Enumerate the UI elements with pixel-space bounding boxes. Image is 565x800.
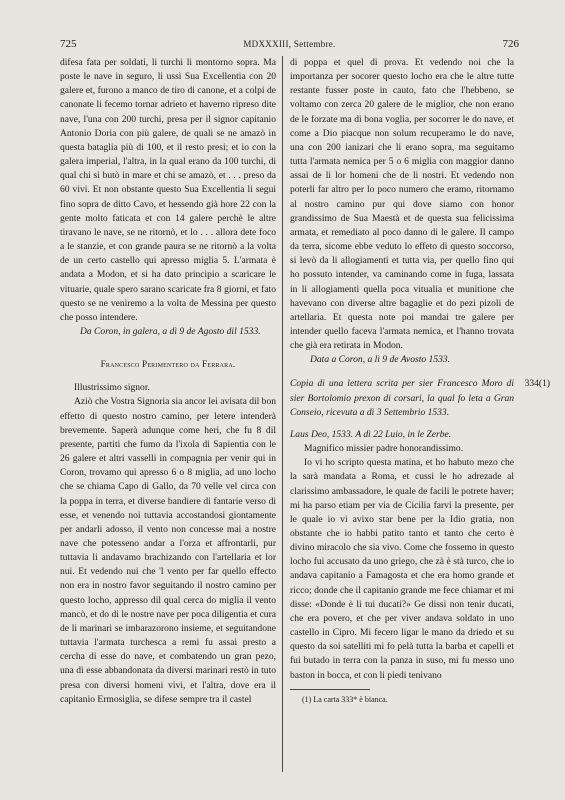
footnote-rule (290, 689, 370, 690)
right-column (290, 56, 550, 705)
running-title: MDXXXIII, Settembre. (243, 39, 336, 49)
page-number-left: 725 (60, 38, 77, 50)
margin-number: 334(1) (524, 379, 550, 390)
right-paragraph-1: di poppa et quel di prova. Et vedendo noi che la importanza per socorer questo locho era che le altre tutte restante fusser poste in cauto, fato che l'hebbeno, se voltamo con zerca 20 galere de le miglior, che non erano de le forzate ma di bona voglia, per socorrer le do nave, et come a Dio piacque non solum recuperamo le do nave, una con 200 ianizari che li erano sopra, ma seguitamo tutta l'armata nemica per 5 o 6 miglia con maggior danno assai de li lor homeni che de li nostri. Et vedendo non poterli far altro per lo poco numero che eramo, ritornamo al nostro camino pur qui dove siamo con honor grandissimo de Sua Maestà et de questa sua felicissima armata, et remediato al poco danno di le galere. Il campo da terra, sicome ebbe veduto lo effeto di questo soccorso, si levò da li allogiamenti et tutta via, per quello fino qui ho possuto intender, va caminando come in fuga, lassata in li allogiamenti quella poca vitualia et munitione che havevano con diverse altre bagaglie et do pezi pizoli de artellaria. Et questa note poi mandai tre galere per intender quello faceva l'armata nemica, et l'hanno trovata che già era retirata in Modon. (290, 57, 514, 352)
letter-heading-block (290, 377, 550, 419)
left-salutation: Illustrissimo signor. (74, 382, 150, 394)
page-header (60, 38, 519, 52)
section-title: Francesco Perimentero da Ferrara. (100, 359, 236, 370)
laus-deo-line: Laus Deo, 1533. A dì 22 Luio, in le Zerbe. (290, 428, 452, 440)
right-paragraph-2: Io vi ho scripto questa matina, et ho habuto mezo che la sarà mandata a Roma, et cussi le ho adrezade al clarissimo ambassadore, le quale de facili le potrete haver; mi ha parso etiam per via de Cicilia farvi la presente, per le quale io vi avixo star bene per la Idio gratia, non obstante che io habbi patito tanto et tanto che certo è divino miracolo che sia vivo. Come che fossemo in questo locho fui accusato da uno griego, che zà è stà turco, che io andava capitanio a Famagosta et che era homo grande et ricco; donde che il capitanio grande me fece chiamar et mi disse: «Donde è li tui ducati?» Ge dissi non tenir ducati, che era povero, et che per viver andava soldato in uno castello in Cipro. Mi fecero ligar le mano da driedo et su questo da soi satelliti mi fo pelà tutta la barba et capelli et fui butado in terra con la panza in suso, mi fu messo uno baston in bocca, et con li piedi tenivano (290, 457, 514, 681)
left-paragraph-1: difesa fata per soldati, li turchi li montorno sopra. Ma poste le nave in seguro, li ussì Sua Excellentia con 20 galere et, furono a manco de tiro di canone, et a colpi de canonate li fecemo tornar adrieto et haverno ripreso dite nave, l'una con 200 turchi, presa per il signor capitanio Antonio Doria con più galere, de quali se ne amazò in questa bataglia più di 100, et il resto presi; et io con la galera imperial, l'altra, in la qual erano da 100 turchi, di qual chi si butò in mare et chi se amazò, et . . . preso da 60 vivi. Et non obstante questo Sua Excellentia li segui fino sopra de ditto Cavo, et hessendo già hore 22 con la gente molto faticata et con 14 galere perchè le altre tiravano le nave, se ne ritornò, et lo . . . allora dete foco a le stanzie, et con grande paura se ne ritornò a la volta de un certo castello qui apresso miglia 5. L'armata è andata a Modon, et si ha dato principio a scaricare le vituarie, quale spero sarano scaricate fra 8 giorni, et fato questo se ne veniremo a la volta de Messina per questo che posso intendere. (60, 57, 276, 323)
footnote: (1) La carta 333* è bianca. (302, 694, 388, 704)
left-dateline: Da Coron, in galera, a dì 9 de Agosto dil 1533. (80, 325, 261, 337)
left-column (60, 56, 276, 707)
right-salutation: Magnifico missier padre honorandissimo. (304, 443, 464, 455)
page-number-right: 726 (502, 38, 519, 50)
left-paragraph-2: Aziò che Vostra Signoria sia ancor lei avisata dil bon effetto di questo nostro camino, per letere intenderà brevemente. Saperà adunque come heri, che fu 8 dil presente, partiti che fumo da l'ixola di Sapientia con le 26 galere et altri vasselli in compagnia per venir qui in Coron, trovamo qui apresso 6 o 8 miglia, ad uno locho che se chiama Capo di Gallo, da 70 velle vel circa con la poppa in terra, et diverse bandiere di fantarie verso di esse, et venendo noi tuttavia accostandosi giontamente per andarli adosso, il vento non concesse mai a nostre nave che potesseno andar a l'orza et affrontarli, pur tuttavia li andavamo brachizando con l'artellaria et lor nui. Et vedendo nui che 'l vento per far quello effecto non era in nostro favor seguitando il nostro camino per questo locho, appresso dil qual cerca do miglia il vento mancò, et do di le nostre nave per poca diligentia et cura de li marinari se imbarazorono insieme, et seguitandone tuttavia l'armata turchesca a remi fu assai presto a cercha di esse do nave, et combatendo un gran pezo, una di esse abbandonata da diversi marinari restò in tuto presa con diversi homeni vivi, et l'altra, dove era il capitanio Ermosiglia, se difese sempre tra il castel (60, 396, 276, 705)
column-divider (282, 56, 283, 772)
letter-heading: Copia di una lettera scrita per sier Francesco Moro di sier Bortolomio prexon di corsari, la qual fo leta a Gran Conseio, ricevuta a dì 3 Settembrio 1533. (290, 378, 514, 418)
right-dateline: Data a Coron, a lì 9 de Avosto 1533. (310, 354, 451, 366)
